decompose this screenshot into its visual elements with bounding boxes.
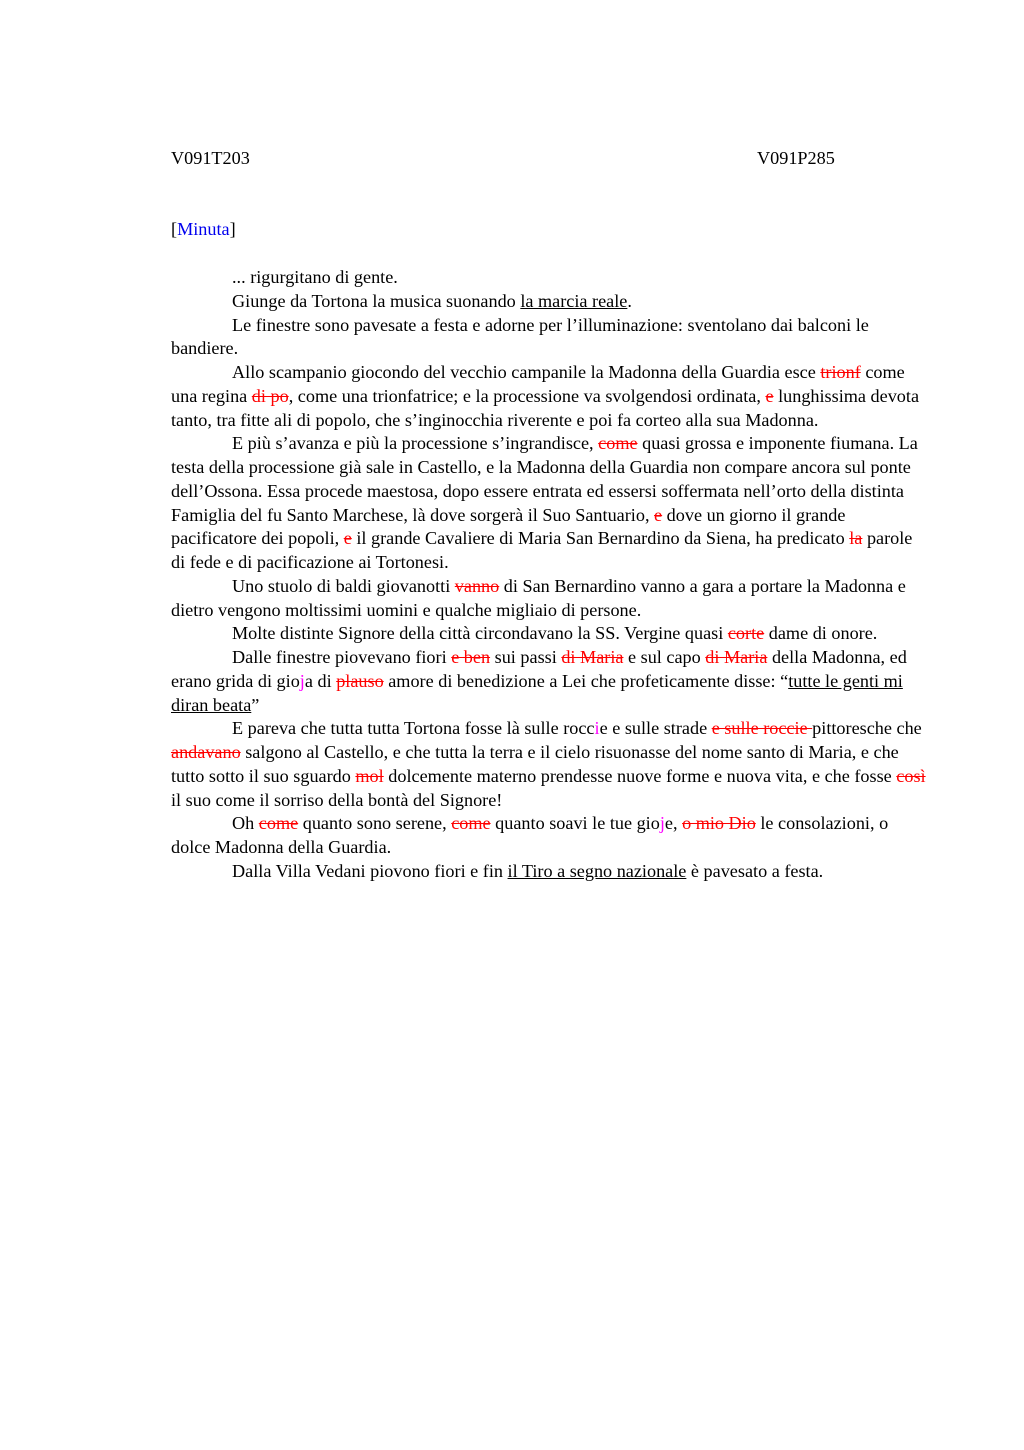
underlined-text: la marcia reale	[520, 290, 628, 311]
bracket-open: [	[171, 219, 178, 239]
text-run: sui passi	[490, 647, 562, 667]
text-run: Allo scampanio giocondo del vecchio campanile la Madonna della Guardia esce	[232, 362, 821, 382]
deleted-text: o mio Dio	[682, 813, 756, 834]
deleted-text: plauso	[336, 670, 384, 691]
paragraph-9	[171, 717, 931, 812]
text-run: Uno stuolo di baldi giovanotti	[232, 575, 455, 596]
paragraph-3	[171, 314, 931, 362]
text-run: Le finestre sono pavesate a festa e adorne per l’illuminazione: sventolano dai balconi le bandiere.	[171, 314, 869, 359]
document-code-right: V091P285	[757, 148, 835, 168]
text-run: ... rigurgitano di gente.	[232, 267, 398, 287]
paragraph-2	[171, 290, 931, 314]
text-run: Dalle finestre piovevano fiori	[232, 647, 452, 667]
inserted-letter: j	[659, 813, 665, 834]
paragraph-5	[171, 432, 931, 575]
text-run: .	[627, 290, 632, 311]
deleted-text: trionf	[820, 362, 861, 382]
text-run: salgono al Castello, e che tutta la terra e il cielo risuonasse del nome santo di Maria, e che tutto sotto il suo sguardo	[171, 742, 899, 786]
text-run: Oh	[232, 813, 259, 834]
text-run: Dalla Villa Vedani piovono fiori e fin	[232, 860, 508, 881]
deleted-text: andavano	[171, 742, 241, 762]
text-run: come una regina	[171, 362, 905, 406]
underlined-text: tutte le genti mi diran beata	[171, 670, 903, 715]
deleted-text: come	[451, 813, 491, 834]
deleted-text: e sulle roccie	[711, 718, 813, 739]
text-run: il suo come il sorriso della bontà del Signore!	[171, 789, 503, 810]
text-run: dolcemente materno prendesse nuove forme e nuova vita, e che fosse	[383, 765, 897, 786]
text-run: è pavesato a festa.	[686, 860, 824, 881]
paragraph-8	[171, 646, 931, 717]
text-run: ”	[251, 694, 260, 715]
text-run: amore di benedizione a Lei che profeticamente disse: “	[383, 670, 789, 691]
paragraph-4	[171, 361, 931, 432]
text-run: parole di fede e di pacificazione ai Tortonesi.	[171, 528, 913, 572]
text-run: lunghissima devota tanto, tra fitte ali di popolo, che s’inginocchia riverente e poi fa corteo alla sua Madonna.	[171, 385, 920, 430]
deleted-text: vanno	[454, 575, 500, 596]
text-run: e,	[664, 813, 683, 834]
deleted-text: mol	[355, 765, 384, 786]
text-run: e sul capo	[623, 647, 706, 667]
deleted-text: corte	[727, 623, 765, 644]
paragraph-10	[171, 812, 931, 860]
deleted-text: e	[654, 504, 663, 525]
paragraph-11	[171, 860, 931, 884]
text-run: , come una trionfatrice; e la processione va svolgendosi ordinata,	[288, 385, 766, 406]
paragraph-7	[171, 622, 931, 646]
deleted-text: come	[598, 433, 638, 454]
deleted-text: e	[343, 528, 352, 549]
text-run: Molte distinte Signore della città circondavano la SS. Vergine quasi	[232, 623, 728, 644]
text-run: e e sulle strade	[599, 718, 712, 739]
inserted-letter: i	[594, 718, 600, 739]
document-code-left: V091T203	[171, 148, 250, 168]
deleted-text: e	[765, 385, 774, 406]
underlined-text: il Tiro a segno nazionale	[507, 860, 687, 881]
text-run: dame di onore.	[764, 623, 878, 644]
text-run: le consolazioni, o dolce Madonna della Guardia.	[171, 813, 889, 857]
text-run: E più s’avanza e più la processione s’ingrandisce,	[232, 433, 599, 454]
deleted-text: di po	[251, 385, 289, 406]
deleted-text: come	[258, 813, 299, 834]
paragraph-1	[171, 266, 931, 290]
text-run: pittoresche che	[812, 718, 922, 739]
text-run: della Madonna, ed erano grida di gio	[171, 647, 907, 691]
text-run: quasi grossa e imponente fiumana. La testa della processione già sale in Castello, e la Madonna della Guardia non compare ancora sul ponte dell’Ossona. Essa procede maestosa, dopo essere entrata ed essersi soffermata nell’orto della distinta Famiglia del fu Santo Marchese, là dove sorgerà il Suo Santuario,	[171, 433, 918, 525]
text-run: E pareva che tutta tutta Tortona fosse là sulle rocc	[232, 718, 595, 739]
text-run: quanto soavi le tue gio	[490, 813, 660, 834]
text-run: quanto sono serene,	[298, 813, 452, 834]
deleted-text: la	[849, 528, 863, 549]
transcription-body	[171, 266, 931, 884]
text-run: a di	[304, 670, 337, 691]
inserted-letter: j	[299, 670, 305, 691]
deleted-text: così	[896, 765, 926, 786]
minuta-label: Minuta	[177, 219, 230, 239]
text-run: dove un giorno il grande pacificatore dei popoli,	[171, 504, 846, 549]
text-run: il grande Cavaliere di Maria San Bernardino da Siena, ha predicato	[351, 528, 850, 549]
text-run: di San Bernardino vanno a gara a portare la Madonna e dietro vengono moltissimi uomini e qualche migliaio di persone.	[171, 575, 906, 620]
bracket-close: ]	[229, 219, 236, 239]
paragraph-6	[171, 575, 931, 623]
text-run: Giunge da Tortona la musica suonando	[232, 290, 521, 311]
deleted-text: di Maria	[561, 647, 624, 667]
deleted-text: e ben	[451, 647, 491, 667]
section-label	[171, 218, 236, 240]
deleted-text: di Maria	[705, 647, 768, 667]
